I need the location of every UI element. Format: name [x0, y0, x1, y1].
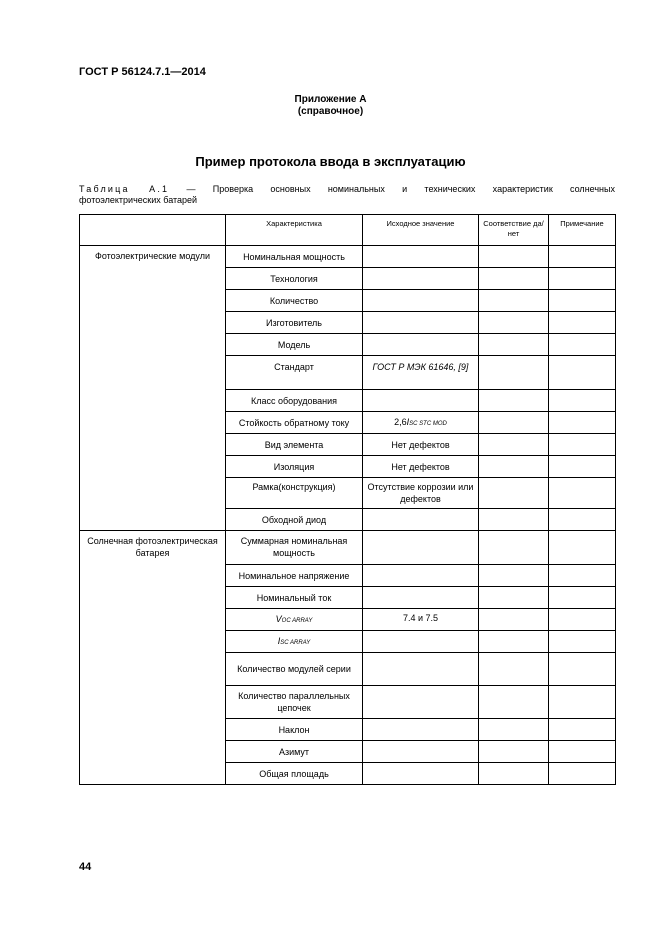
note-cell: [549, 334, 616, 356]
value-cell: [363, 531, 479, 565]
header-cell-note: Примечание: [549, 215, 616, 246]
note-cell: [549, 587, 616, 609]
symbol-subscript: SC ARRAY: [280, 639, 311, 646]
compliance-cell: [479, 456, 549, 478]
note-cell: [549, 609, 616, 631]
compliance-cell: [479, 509, 549, 531]
value-cell: Отсутствие коррозии или дефектов: [363, 478, 479, 509]
annex-heading: [0, 94, 661, 118]
value-prefix: 2,6: [394, 416, 407, 427]
characteristic-cell: Изготовитель: [226, 312, 363, 334]
value-cell: [363, 741, 479, 763]
note-cell: [549, 356, 616, 390]
characteristic-cell: Вид элемента: [226, 434, 363, 456]
compliance-cell: [479, 390, 549, 412]
commissioning-table: [79, 214, 616, 785]
compliance-cell: [479, 719, 549, 741]
value-symbol: I: [406, 416, 410, 427]
value-cell: [363, 390, 479, 412]
characteristic-cell: Количество модулей серии: [226, 653, 363, 686]
characteristic-cell: Стандарт: [226, 356, 363, 390]
characteristic-cell: Номинальный ток: [226, 587, 363, 609]
group-label-array: Солнечная фотоэлектрическая батарея: [80, 531, 226, 785]
symbol-subscript: OC ARRAY: [281, 617, 313, 624]
value-cell: Нет дефектов: [363, 456, 479, 478]
value-subscript: SC STC MOD: [409, 420, 447, 427]
compliance-cell: [479, 356, 549, 390]
page-number: 44: [79, 861, 92, 873]
table-caption-line1: [79, 184, 615, 195]
symbol-main: I: [277, 635, 281, 646]
table-row: [80, 246, 616, 268]
compliance-cell: [479, 531, 549, 565]
note-cell: [549, 653, 616, 686]
header-cell-compliance: Соответствие да/нет: [479, 215, 549, 246]
header-cell-initial-value: Исходное значение: [363, 215, 479, 246]
note-cell: [549, 312, 616, 334]
characteristic-cell: Наклон: [226, 719, 363, 741]
note-cell: [549, 246, 616, 268]
characteristic-cell: Обходной диод: [226, 509, 363, 531]
compliance-cell: [479, 631, 549, 653]
annex-subtitle: (справочное): [297, 106, 364, 117]
characteristic-cell: Стойкость обратному току: [226, 412, 363, 434]
characteristic-cell: Номинальная мощность: [226, 246, 363, 268]
compliance-cell: [479, 246, 549, 268]
compliance-cell: [479, 434, 549, 456]
compliance-cell: [479, 741, 549, 763]
compliance-cell: [479, 565, 549, 587]
annex-title: Приложение А: [294, 94, 367, 105]
characteristic-cell: [226, 609, 363, 631]
page-title: Пример протокола ввода в эксплуатацию: [195, 154, 466, 169]
characteristic-cell: Азимут: [226, 741, 363, 763]
compliance-cell: [479, 478, 549, 509]
compliance-cell: [479, 334, 549, 356]
value-cell: [363, 631, 479, 653]
characteristic-cell: Суммарная номинальная мощность: [226, 531, 363, 565]
compliance-cell: [479, 653, 549, 686]
group-label-modules: Фотоэлектрические модули: [80, 246, 226, 531]
value-cell: [363, 412, 479, 434]
table-caption-text: — Проверка основных номинальных и технических характеристик солнечных: [186, 184, 615, 194]
note-cell: [549, 412, 616, 434]
note-cell: [549, 565, 616, 587]
compliance-cell: [479, 312, 549, 334]
compliance-cell: [479, 290, 549, 312]
compliance-cell: [479, 587, 549, 609]
value-cell: [363, 334, 479, 356]
characteristic-cell: Количество: [226, 290, 363, 312]
value-cell: [363, 509, 479, 531]
note-cell: [549, 509, 616, 531]
value-cell: [363, 763, 479, 785]
symbol-main: V: [275, 613, 282, 624]
note-cell: [549, 390, 616, 412]
note-cell: [549, 268, 616, 290]
characteristic-cell: Количество параллельных цепочек: [226, 686, 363, 719]
note-cell: [549, 741, 616, 763]
value-cell: [363, 565, 479, 587]
compliance-cell: [479, 268, 549, 290]
header-cell-group: [80, 215, 226, 246]
note-cell: [549, 763, 616, 785]
characteristic-cell: Общая площадь: [226, 763, 363, 785]
compliance-cell: [479, 412, 549, 434]
note-cell: [549, 686, 616, 719]
value-cell: ГОСТ Р МЭК 61646, [9]: [363, 356, 479, 390]
characteristic-cell: [226, 631, 363, 653]
characteristic-cell: Номинальное напряжение: [226, 565, 363, 587]
characteristic-cell: Технология: [226, 268, 363, 290]
characteristic-cell: Класс оборудования: [226, 390, 363, 412]
table-caption: [79, 184, 615, 206]
note-cell: [549, 478, 616, 509]
value-cell: [363, 290, 479, 312]
characteristic-cell: Рамка(конструкция): [226, 478, 363, 509]
characteristic-cell: Изоляция: [226, 456, 363, 478]
value-cell: [363, 686, 479, 719]
table-caption-prefix: Таблица А.1: [79, 184, 170, 194]
table-header-row: [80, 215, 616, 246]
note-cell: [549, 531, 616, 565]
compliance-cell: [479, 763, 549, 785]
value-cell: [363, 587, 479, 609]
value-cell: [363, 312, 479, 334]
table-row: [80, 531, 616, 565]
value-cell: [363, 268, 479, 290]
note-cell: [549, 631, 616, 653]
compliance-cell: [479, 609, 549, 631]
document-code: ГОСТ Р 56124.7.1—2014: [79, 66, 206, 78]
value-cell: [363, 719, 479, 741]
note-cell: [549, 434, 616, 456]
note-cell: [549, 719, 616, 741]
value-cell: [363, 653, 479, 686]
table-caption-line2: фотоэлектрических батарей: [79, 195, 198, 205]
note-cell: [549, 456, 616, 478]
value-cell: Нет дефектов: [363, 434, 479, 456]
compliance-cell: [479, 686, 549, 719]
characteristic-cell: Модель: [226, 334, 363, 356]
value-cell: 7.4 и 7.5: [363, 609, 479, 631]
value-cell: [363, 246, 479, 268]
header-cell-characteristic: Характеристика: [226, 215, 363, 246]
note-cell: [549, 290, 616, 312]
